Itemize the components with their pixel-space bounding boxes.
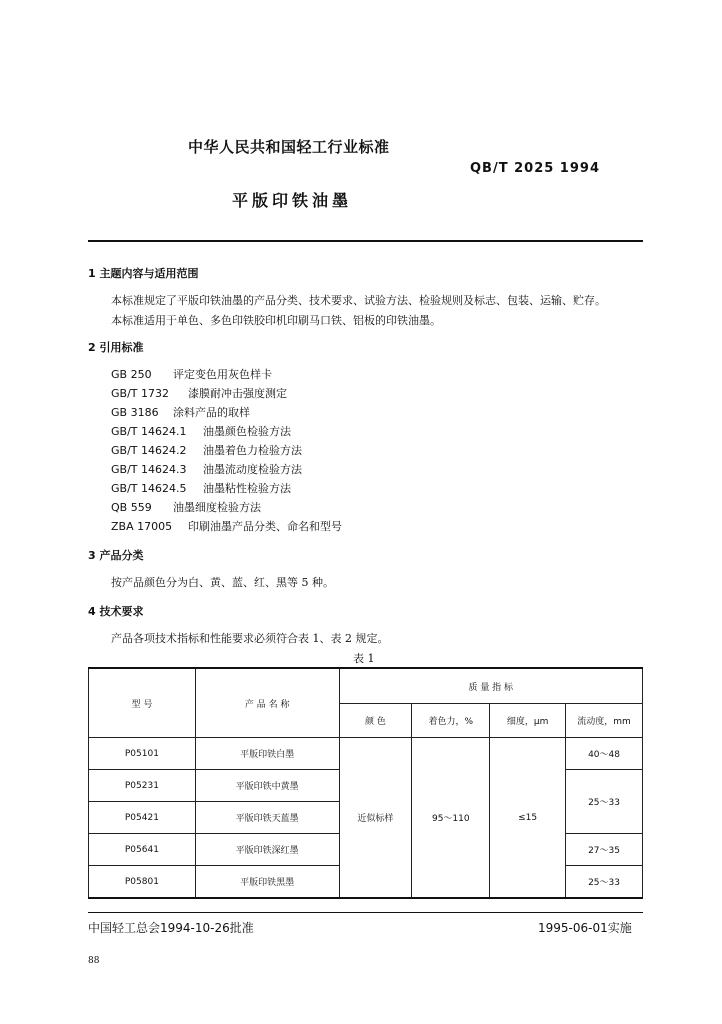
ref-item xyxy=(111,442,302,458)
ref-title: 涂料产品的取样 xyxy=(173,406,250,419)
ref-title: 油墨粘性检验方法 xyxy=(203,482,291,495)
col-header-name: 产 品 名 称 xyxy=(195,668,339,738)
ref-title: 漆膜耐冲击强度测定 xyxy=(188,387,287,400)
ref-title: 油墨着色力检验方法 xyxy=(203,444,302,457)
cell-flow: 25～33 xyxy=(566,770,643,834)
table-1 xyxy=(88,667,643,899)
ref-item xyxy=(111,518,342,534)
section-4-heading: 4 技术要求 xyxy=(88,605,144,618)
col-header-quality: 质 量 指 标 xyxy=(339,668,642,704)
cell-name: 平版印铁天蓝墨 xyxy=(195,802,339,834)
cell-flow: 25～33 xyxy=(566,866,643,899)
ref-code: ZBA 17005 xyxy=(111,520,173,533)
cell-model: P05231 xyxy=(89,770,196,802)
ref-code: GB/T 14624.5 xyxy=(111,482,187,495)
effective-date: 1995-06-01实施 xyxy=(538,921,632,935)
standard-code: QB/T 2025 1994 xyxy=(470,161,600,176)
cell-model: P05101 xyxy=(89,738,196,770)
col-header-color: 颜 色 xyxy=(339,704,412,738)
ref-title: 油墨流动度检验方法 xyxy=(203,463,302,476)
document-title: 平版印铁油墨 xyxy=(232,191,353,210)
cell-name: 平版印铁黑墨 xyxy=(195,866,339,899)
ref-item xyxy=(111,461,302,477)
approval-line: 中国轻工总会1994-10-26批准 xyxy=(88,921,254,935)
ref-code: GB/T 14624.2 xyxy=(111,444,187,457)
cell-model: P05641 xyxy=(89,834,196,866)
ref-item xyxy=(111,423,291,439)
ref-item xyxy=(111,385,287,401)
cell-name: 平版印铁中黄墨 xyxy=(195,770,339,802)
section-1-para-2: 本标准适用于单色、多色印铁胶印机印刷马口铁、铝板的印铁油墨。 xyxy=(111,314,441,327)
ref-item xyxy=(111,499,261,515)
section-3-para: 按产品颜色分为白、黄、蓝、红、黑等 5 种。 xyxy=(111,576,334,589)
ref-code: GB/T 14624.3 xyxy=(111,463,187,476)
cell-name: 平版印铁深红墨 xyxy=(195,834,339,866)
ref-code: GB 3186 xyxy=(111,406,159,419)
ref-item xyxy=(111,366,272,382)
ref-title: 油墨颜色检验方法 xyxy=(203,425,291,438)
section-1-heading: 1 主题内容与适用范围 xyxy=(88,267,199,280)
section-2-heading: 2 引用标准 xyxy=(88,341,144,354)
table-row xyxy=(89,738,643,770)
page-number: 88 xyxy=(88,956,100,966)
col-header-model: 型 号 xyxy=(89,668,196,738)
col-header-tint: 着色力，% xyxy=(412,704,490,738)
table-caption: 表 1 xyxy=(353,652,375,665)
section-1-para-1: 本标准规定了平版印铁油墨的产品分类、技术要求、试验方法、检验规则及标志、包装、运输、贮存。 xyxy=(111,294,606,307)
header-rule xyxy=(88,240,643,242)
col-header-flow: 流动度，mm xyxy=(566,704,643,738)
ref-title: 油墨细度检验方法 xyxy=(173,501,261,514)
ref-title: 印刷油墨产品分类、命名和型号 xyxy=(188,520,342,533)
ref-code: GB 250 xyxy=(111,368,152,381)
ref-item xyxy=(111,404,250,420)
ref-item xyxy=(111,480,291,496)
footer-rule xyxy=(88,912,643,913)
cell-model: P05801 xyxy=(89,866,196,899)
ref-code: QB 559 xyxy=(111,501,152,514)
section-3-heading: 3 产品分类 xyxy=(88,549,144,562)
cell-flow: 27～35 xyxy=(566,834,643,866)
col-header-fineness: 细度，μm xyxy=(490,704,566,738)
section-4-para: 产品各项技术指标和性能要求必须符合表 1、表 2 规定。 xyxy=(111,632,389,645)
issuing-body: 中华人民共和国轻工行业标准 xyxy=(188,138,390,156)
ref-title: 评定变色用灰色样卡 xyxy=(173,368,272,381)
cell-fineness: ≤15 xyxy=(490,738,566,899)
cell-color: 近似标样 xyxy=(339,738,412,899)
cell-flow: 40～48 xyxy=(566,738,643,770)
cell-model: P05421 xyxy=(89,802,196,834)
cell-tint: 95～110 xyxy=(412,738,490,899)
ref-code: GB/T 1732 xyxy=(111,387,169,400)
cell-name: 平版印铁白墨 xyxy=(195,738,339,770)
ref-code: GB/T 14624.1 xyxy=(111,425,187,438)
